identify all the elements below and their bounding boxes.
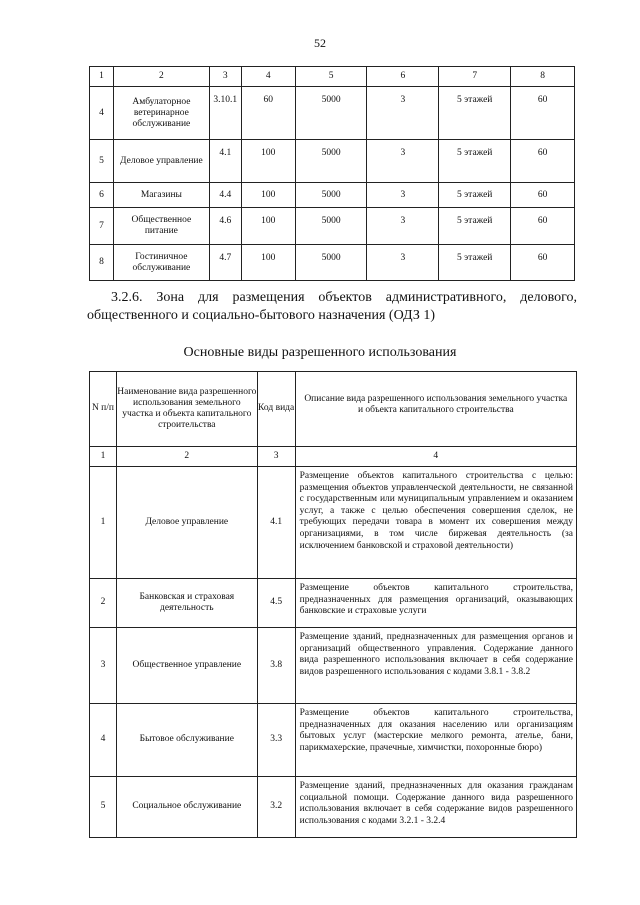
table-row [90, 140, 575, 183]
cell-value: 3 [367, 245, 439, 281]
use-name: Общественное управление [116, 628, 257, 704]
cell-value: 3 [367, 208, 439, 245]
cell-value: 100 [241, 140, 295, 183]
cell-value: 5000 [295, 140, 367, 183]
row-number: 5 [90, 777, 117, 838]
table-header-row [90, 67, 575, 87]
cell-value: 60 [511, 140, 575, 183]
table-row [90, 183, 575, 208]
use-name: Бытовое обслуживание [116, 704, 257, 777]
cell-value: 60 [511, 183, 575, 208]
row-number: 5 [90, 140, 114, 183]
subheading: Основные виды разрешенного использования [183, 345, 457, 360]
use-name: Деловое управление [116, 467, 257, 579]
header-name: Наименование вида разрешенного использования земельного участка и объекта капитального строительства [116, 372, 257, 447]
use-code: 4.6 [209, 208, 241, 245]
cell-value: 60 [511, 245, 575, 281]
row-number: 2 [90, 579, 117, 628]
cell-value: 5 этажей [439, 87, 511, 140]
table-number-row [90, 447, 577, 467]
use-name: Деловое управление [113, 140, 209, 183]
header-number: N п/п [90, 372, 117, 447]
cell-value: 3 [367, 140, 439, 183]
use-code: 4.7 [209, 245, 241, 281]
use-code: 3.8 [257, 628, 295, 704]
cell-value: 60 [511, 87, 575, 140]
header-code: Код вида [257, 372, 295, 447]
column-number: 3 [209, 67, 241, 87]
use-code: 3.2 [257, 777, 295, 838]
column-number: 2 [113, 67, 209, 87]
cell-value: 5 этажей [439, 140, 511, 183]
table-header-row [90, 372, 577, 447]
use-description: Размещение объектов капитального строительства, предназначенных для размещения организаций, оказывающих банковские и страховые услуги [295, 579, 576, 628]
row-number: 3 [90, 628, 117, 704]
cell-value: 5000 [295, 87, 367, 140]
cell-value: 5 этажей [439, 208, 511, 245]
cell-value: 3 [367, 183, 439, 208]
cell-value: 5 этажей [439, 245, 511, 281]
cell-value: 5000 [295, 183, 367, 208]
zoning-parameters-table [89, 66, 575, 281]
row-number: 1 [90, 467, 117, 579]
section-heading: 3.2.6. Зона для размещения объектов административного, делового, общественного и социально-бытового назначения (ОДЗ 1) [87, 290, 577, 323]
use-description: Размещение зданий, предназначенных для оказания гражданам социальной помощи. Содержание данного вида разрешенного использования включает в себя содержание видов разрешенного использования с кодами 3.2.1 - 3.2.4 [295, 777, 576, 838]
use-name: Социальное обслуживание [116, 777, 257, 838]
column-number: 3 [257, 447, 295, 467]
cell-value: 100 [241, 245, 295, 281]
row-number: 8 [90, 245, 114, 281]
row-number: 4 [90, 87, 114, 140]
cell-value: 5000 [295, 208, 367, 245]
use-name: Амбулаторное ветеринарное обслуживание [113, 87, 209, 140]
column-number: 2 [116, 447, 257, 467]
row-number: 6 [90, 183, 114, 208]
use-description: Размещение объектов капитального строительства, предназначенных для оказания населению или организациям бытовых услуг (мастерские мелкого ремонта, ателье, бани, парикмахерские, прачечные, химчистки, похоронные бюро) [295, 704, 576, 777]
cell-value: 60 [511, 208, 575, 245]
table-row [90, 777, 577, 838]
use-name: Гостиничное обслуживание [113, 245, 209, 281]
column-number: 4 [241, 67, 295, 87]
use-name: Общественное питание [113, 208, 209, 245]
column-number: 1 [90, 447, 117, 467]
column-number: 4 [295, 447, 576, 467]
cell-value: 5000 [295, 245, 367, 281]
table-row [90, 208, 575, 245]
column-number: 8 [511, 67, 575, 87]
column-number: 5 [295, 67, 367, 87]
use-description: Размещение объектов капитального строительства с целью: размещения объектов управленческой деятельности, не связанной с государственным или муниципальным управлением и оказанием услуг, а также с целью обеспечения совершения сделок, не требующих передачи товара в момент их совершения между организациями, в том числе биржевая деятельность (за исключением банковской и страховой деятельности) [295, 467, 576, 579]
row-number: 4 [90, 704, 117, 777]
column-number: 7 [439, 67, 511, 87]
cell-value: 100 [241, 183, 295, 208]
header-description: Описание вида разрешенного использования земельного участка и объекта капитального строительства [295, 372, 576, 447]
page-number: 52 [314, 36, 326, 50]
use-code: 4.1 [209, 140, 241, 183]
table-row [90, 628, 577, 704]
column-number: 1 [90, 67, 114, 87]
cell-value: 60 [241, 87, 295, 140]
table-row [90, 245, 575, 281]
cell-value: 100 [241, 208, 295, 245]
column-number: 6 [367, 67, 439, 87]
cell-value: 5 этажей [439, 183, 511, 208]
use-code: 4.1 [257, 467, 295, 579]
use-description: Размещение зданий, предназначенных для размещения органов и организаций общественного управления. Содержание данного вида разрешенного использования включает в себя содержание видов разрешенного использования с кодами 3.8.1 - 3.8.2 [295, 628, 576, 704]
permitted-uses-table [89, 371, 577, 838]
table-row [90, 87, 575, 140]
use-name: Банковская и страховая деятельность [116, 579, 257, 628]
row-number: 7 [90, 208, 114, 245]
use-code: 4.4 [209, 183, 241, 208]
use-code: 3.3 [257, 704, 295, 777]
use-code: 4.5 [257, 579, 295, 628]
cell-value: 3 [367, 87, 439, 140]
use-code: 3.10.1 [209, 87, 241, 140]
use-name: Магазины [113, 183, 209, 208]
table-row [90, 467, 577, 579]
table-row [90, 704, 577, 777]
table-row [90, 579, 577, 628]
